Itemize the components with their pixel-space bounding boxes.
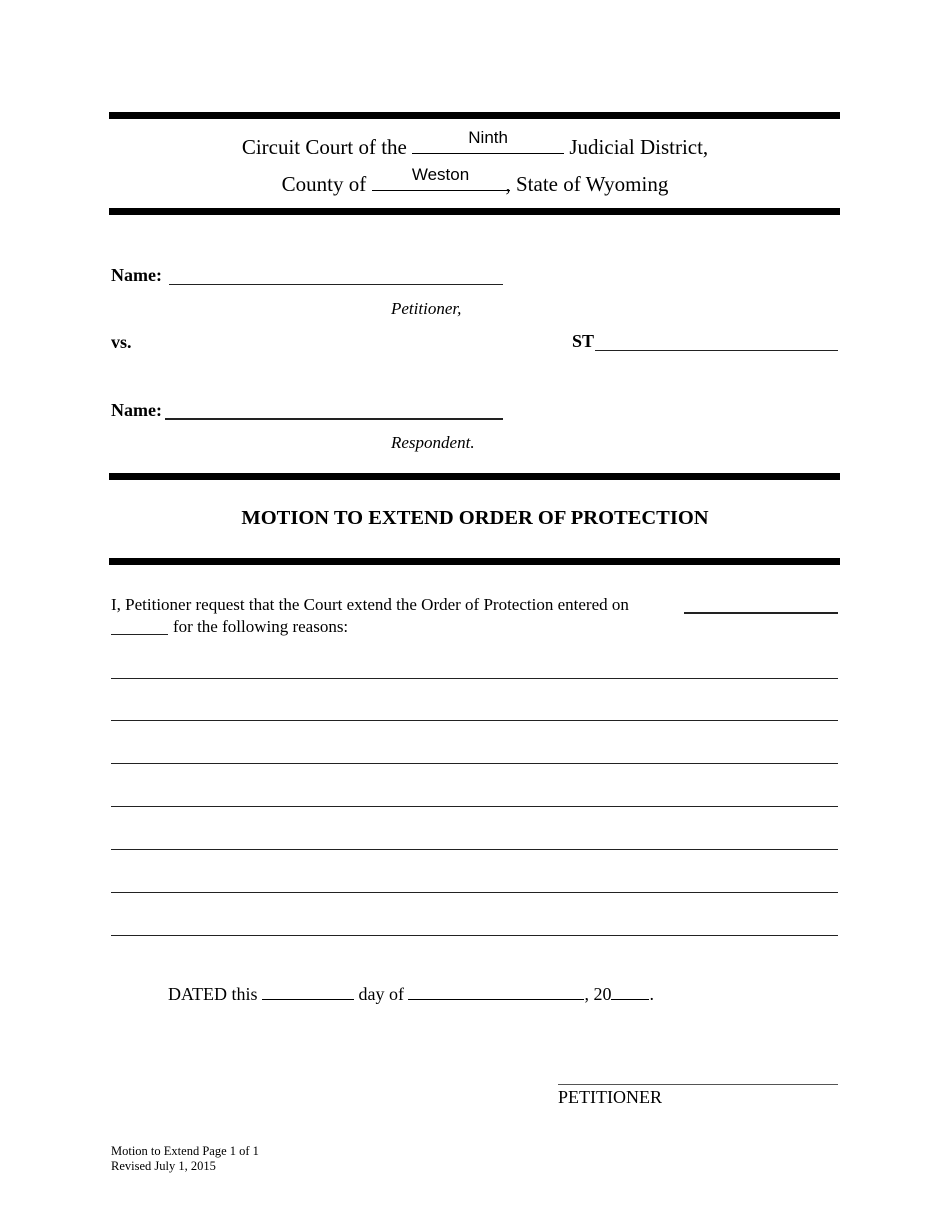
title-top-bar [109, 473, 840, 480]
county-field[interactable] [372, 165, 510, 191]
signature-label: PETITIONER [558, 1087, 662, 1107]
reason-line-1[interactable] [111, 678, 838, 679]
county-value: Weston [411, 165, 470, 184]
document-title: MOTION TO EXTEND ORDER OF PROTECTION [241, 507, 709, 529]
dated-suffix: . [649, 984, 654, 1004]
petitioner-name-label: Name: [111, 265, 162, 285]
respondent-name-field[interactable] [165, 418, 503, 420]
signature-line[interactable] [558, 1084, 838, 1085]
district-field[interactable] [412, 128, 564, 154]
reasons-text: for the following reasons: [173, 617, 349, 636]
reason-line-6[interactable] [111, 892, 838, 893]
year-prefix: , 20 [584, 984, 612, 1004]
reason-line-5[interactable] [111, 849, 838, 850]
header-bottom-bar [109, 208, 840, 215]
year-field[interactable] [611, 981, 649, 1000]
petitioner-role: Petitioner, [391, 299, 462, 318]
reason-line-3[interactable] [111, 763, 838, 764]
district-value: Ninth [468, 128, 508, 147]
county-suffix: , State of Wyoming [505, 172, 669, 196]
county-prefix: County of [281, 172, 367, 196]
dated-line [168, 981, 654, 1005]
footer-revised: Revised July 1, 2015 [111, 1159, 216, 1173]
entered-on-field-cont[interactable] [111, 634, 168, 635]
court-line [0, 128, 950, 160]
title-bottom-bar [109, 558, 840, 565]
respondent-role: Respondent. [391, 433, 475, 452]
vs-label: vs. [111, 332, 132, 352]
court-prefix: Circuit Court of the [241, 135, 407, 159]
case-number-field[interactable] [595, 350, 838, 351]
entered-on-field[interactable] [684, 612, 838, 614]
case-number-label: ST [572, 331, 595, 351]
respondent-name-label: Name: [111, 400, 162, 420]
reason-line-7[interactable] [111, 935, 838, 936]
county-line [0, 165, 950, 197]
request-text: I, Petitioner request that the Court extend the Order of Protection entered on [111, 595, 629, 614]
reason-line-2[interactable] [111, 720, 838, 721]
day-field[interactable] [262, 981, 354, 1000]
petitioner-name-field[interactable] [169, 284, 503, 285]
footer-page: Motion to Extend Page 1 of 1 [111, 1144, 259, 1158]
day-of-label: day of [358, 984, 404, 1004]
reason-line-4[interactable] [111, 806, 838, 807]
header-top-bar [109, 112, 840, 119]
dated-prefix: DATED this [168, 984, 258, 1004]
court-suffix: Judicial District, [569, 135, 709, 159]
month-field[interactable] [408, 981, 584, 1000]
